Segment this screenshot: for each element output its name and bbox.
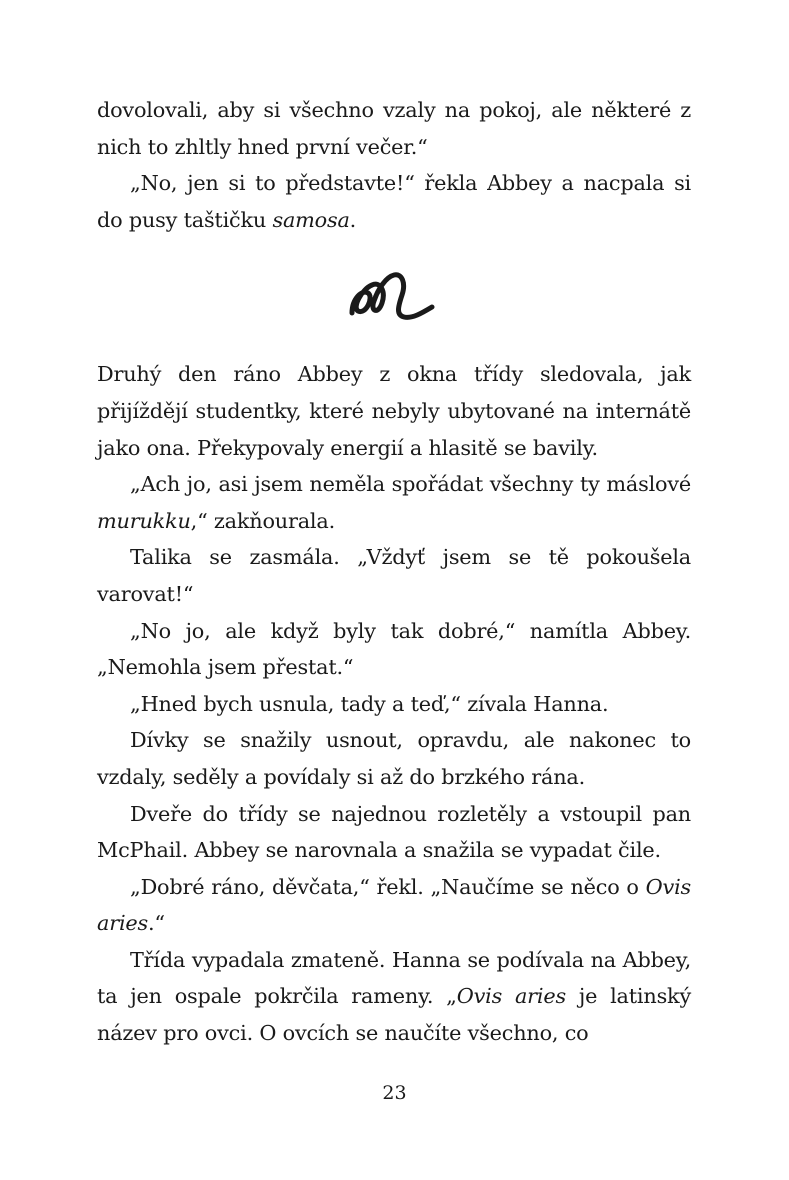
paragraph-hanna: „Hned bych usnula, tady a teď,“ zívala Hanna.	[130, 691, 609, 716]
italic-term: Ovis aries	[97, 874, 691, 936]
paragraph-good-morning	[97, 869, 691, 942]
text-run: „No, jen si to představte!“ řekla Abbey a nacpala si do pusy taštičku	[97, 171, 691, 232]
italic-term: Ovis aries	[456, 984, 566, 1009]
text-run: Třída vypadala zmateně. Hanna se podívala na Abbey, ta jen ospale pokrčila rameny. „	[97, 947, 691, 1009]
italic-term: murukku	[97, 508, 191, 533]
text-run: .	[349, 207, 357, 232]
section-break	[97, 238, 691, 356]
text-run: je latinský název pro ovci. O ovcích se naučíte všechno, co	[97, 984, 691, 1046]
paragraph-samosa	[97, 165, 691, 238]
paragraph-continuation: dovolovali, aby si všechno vzaly na pokoj, ale některé z nich to zhltly hned první večer.“	[97, 98, 691, 159]
section-bottom	[97, 356, 691, 1051]
page-number: 23	[382, 1082, 407, 1104]
swirl-ornament-icon	[348, 269, 440, 325]
text-run: „Dobré ráno, děvčata,“ řekl. „Naučíme se něco o	[130, 874, 646, 899]
section-top	[97, 92, 691, 238]
paragraph-talika: Talika se zasmála. „Vždyť jsem se tě pokoušela varovat!“	[97, 545, 691, 606]
italic-term: samosa	[272, 207, 350, 232]
text-run: .“	[147, 911, 165, 936]
paragraph-abbey-reply: „No jo, ale když byly tak dobré,“ namítla Abbey. „Nemohla jsem přestat.“	[97, 618, 691, 680]
paragraph-mcphail: Dveře do třídy se najednou rozletěly a vstoupil pan McPhail. Abbey se narovnala a snažila se vypadat čile.	[97, 801, 691, 863]
page-body	[97, 92, 691, 1052]
text-run: ,“ zakňourala.	[190, 508, 335, 533]
paragraph-class-confused	[97, 942, 691, 1052]
paragraph-murukku	[97, 466, 691, 539]
paragraph-girls: Dívky se snažily usnout, opravdu, ale nakonec to vzdaly, seděly a povídaly si až do brzkého rána.	[97, 728, 691, 789]
text-run: „Ach jo, asi jsem neměla spořádat všechny ty máslové	[130, 472, 691, 497]
paragraph-morning: Druhý den ráno Abbey z okna třídy sledovala, jak přijíždějí studentky, které nebyly ubytované na internátě jako ona. Překypovaly energií a hlasitě se bavily.	[97, 362, 691, 460]
